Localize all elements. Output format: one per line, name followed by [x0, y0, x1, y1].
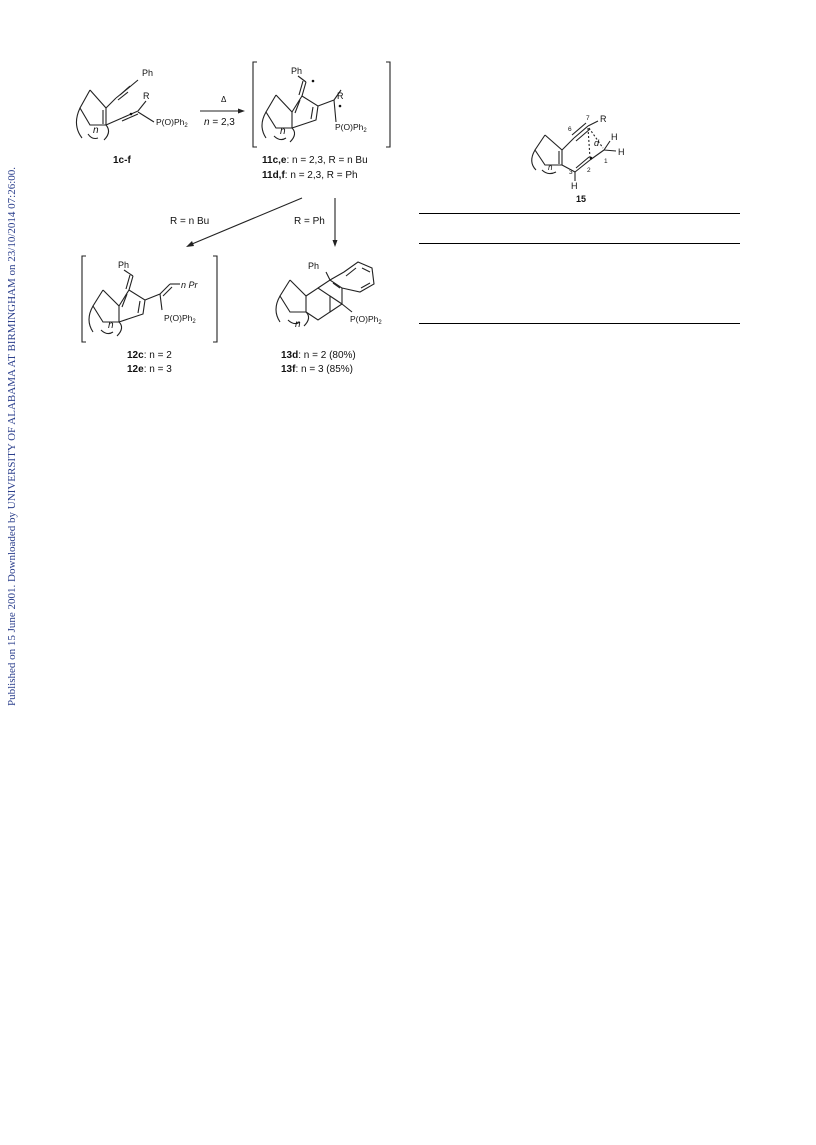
publication-note: Published on 15 June 2001. Downloaded by UNIVERSITY OF ALABAMA AT BIRMINGHAM on 23/10/2014 07:26:00. [6, 166, 18, 706]
label-n-15: n [548, 163, 553, 172]
compound-label-11a: 11c,e: n = 2,3, R = n Bu [262, 155, 368, 166]
label-ph-13: Ph [308, 261, 320, 271]
label-ph-11: Ph [291, 66, 303, 76]
atom-number-1: 1 [604, 158, 608, 165]
label-pooph2-11: $P(O)Ph_2$ [335, 122, 367, 134]
label-r-nbu: R = n Bu [170, 216, 210, 227]
label-r-ph: R = Ph [294, 216, 325, 227]
label-pooph2-13: $P(O)Ph_2$ [350, 314, 382, 326]
structure-12 [82, 256, 217, 342]
atom-number-6: 6 [568, 126, 572, 133]
atom-number-7: 7 [586, 115, 590, 122]
label-ph: Ph [142, 68, 154, 78]
label-delta: Δ [221, 95, 227, 104]
compound-label-13d: 13d: n = 2 (80%) [281, 350, 356, 361]
label-pooph2: $P(O)Ph_2$ [156, 117, 188, 129]
label-r-11: R [337, 91, 344, 101]
label-n: n [93, 125, 99, 136]
reaction-scheme [0, 0, 816, 400]
atom-number-3: 3 [569, 169, 573, 176]
label-npr: n Pr [181, 280, 198, 290]
compound-label-12e: 12e: n = 3 [127, 364, 172, 375]
table-top-rule [419, 213, 740, 214]
label-h-top: H [611, 132, 618, 142]
compound-label-13f: 13f: n = 3 (85%) [281, 364, 353, 375]
table-header-rule [419, 243, 740, 244]
compound-label-12c: 12c: n = 2 [127, 350, 172, 361]
label-r-15: R [600, 114, 607, 124]
label-pooph2-12: $P(O)Ph_2$ [164, 313, 196, 325]
compound-label-1c-f: 1c-f [113, 155, 131, 166]
arrow-condition: n = 2,3 [204, 117, 235, 128]
structure-1c-f [76, 80, 154, 140]
label-n-13: n [295, 319, 301, 330]
label-h-bottom: H [571, 181, 578, 191]
label-d: d [594, 138, 600, 148]
structure-11 [253, 62, 390, 147]
label-h-right: H [618, 147, 625, 157]
label-n-12: n [108, 320, 114, 331]
atom-number-2: 2 [587, 167, 591, 174]
label-ph-12: Ph [118, 260, 130, 270]
table-bottom-rule [419, 323, 740, 324]
label-r: R [143, 91, 150, 101]
structure-15 [532, 121, 616, 181]
label-n-11: n [280, 126, 286, 137]
compound-label-11b: 11d,f: n = 2,3, R = Ph [262, 170, 358, 181]
compound-label-15: 15 [576, 194, 587, 204]
